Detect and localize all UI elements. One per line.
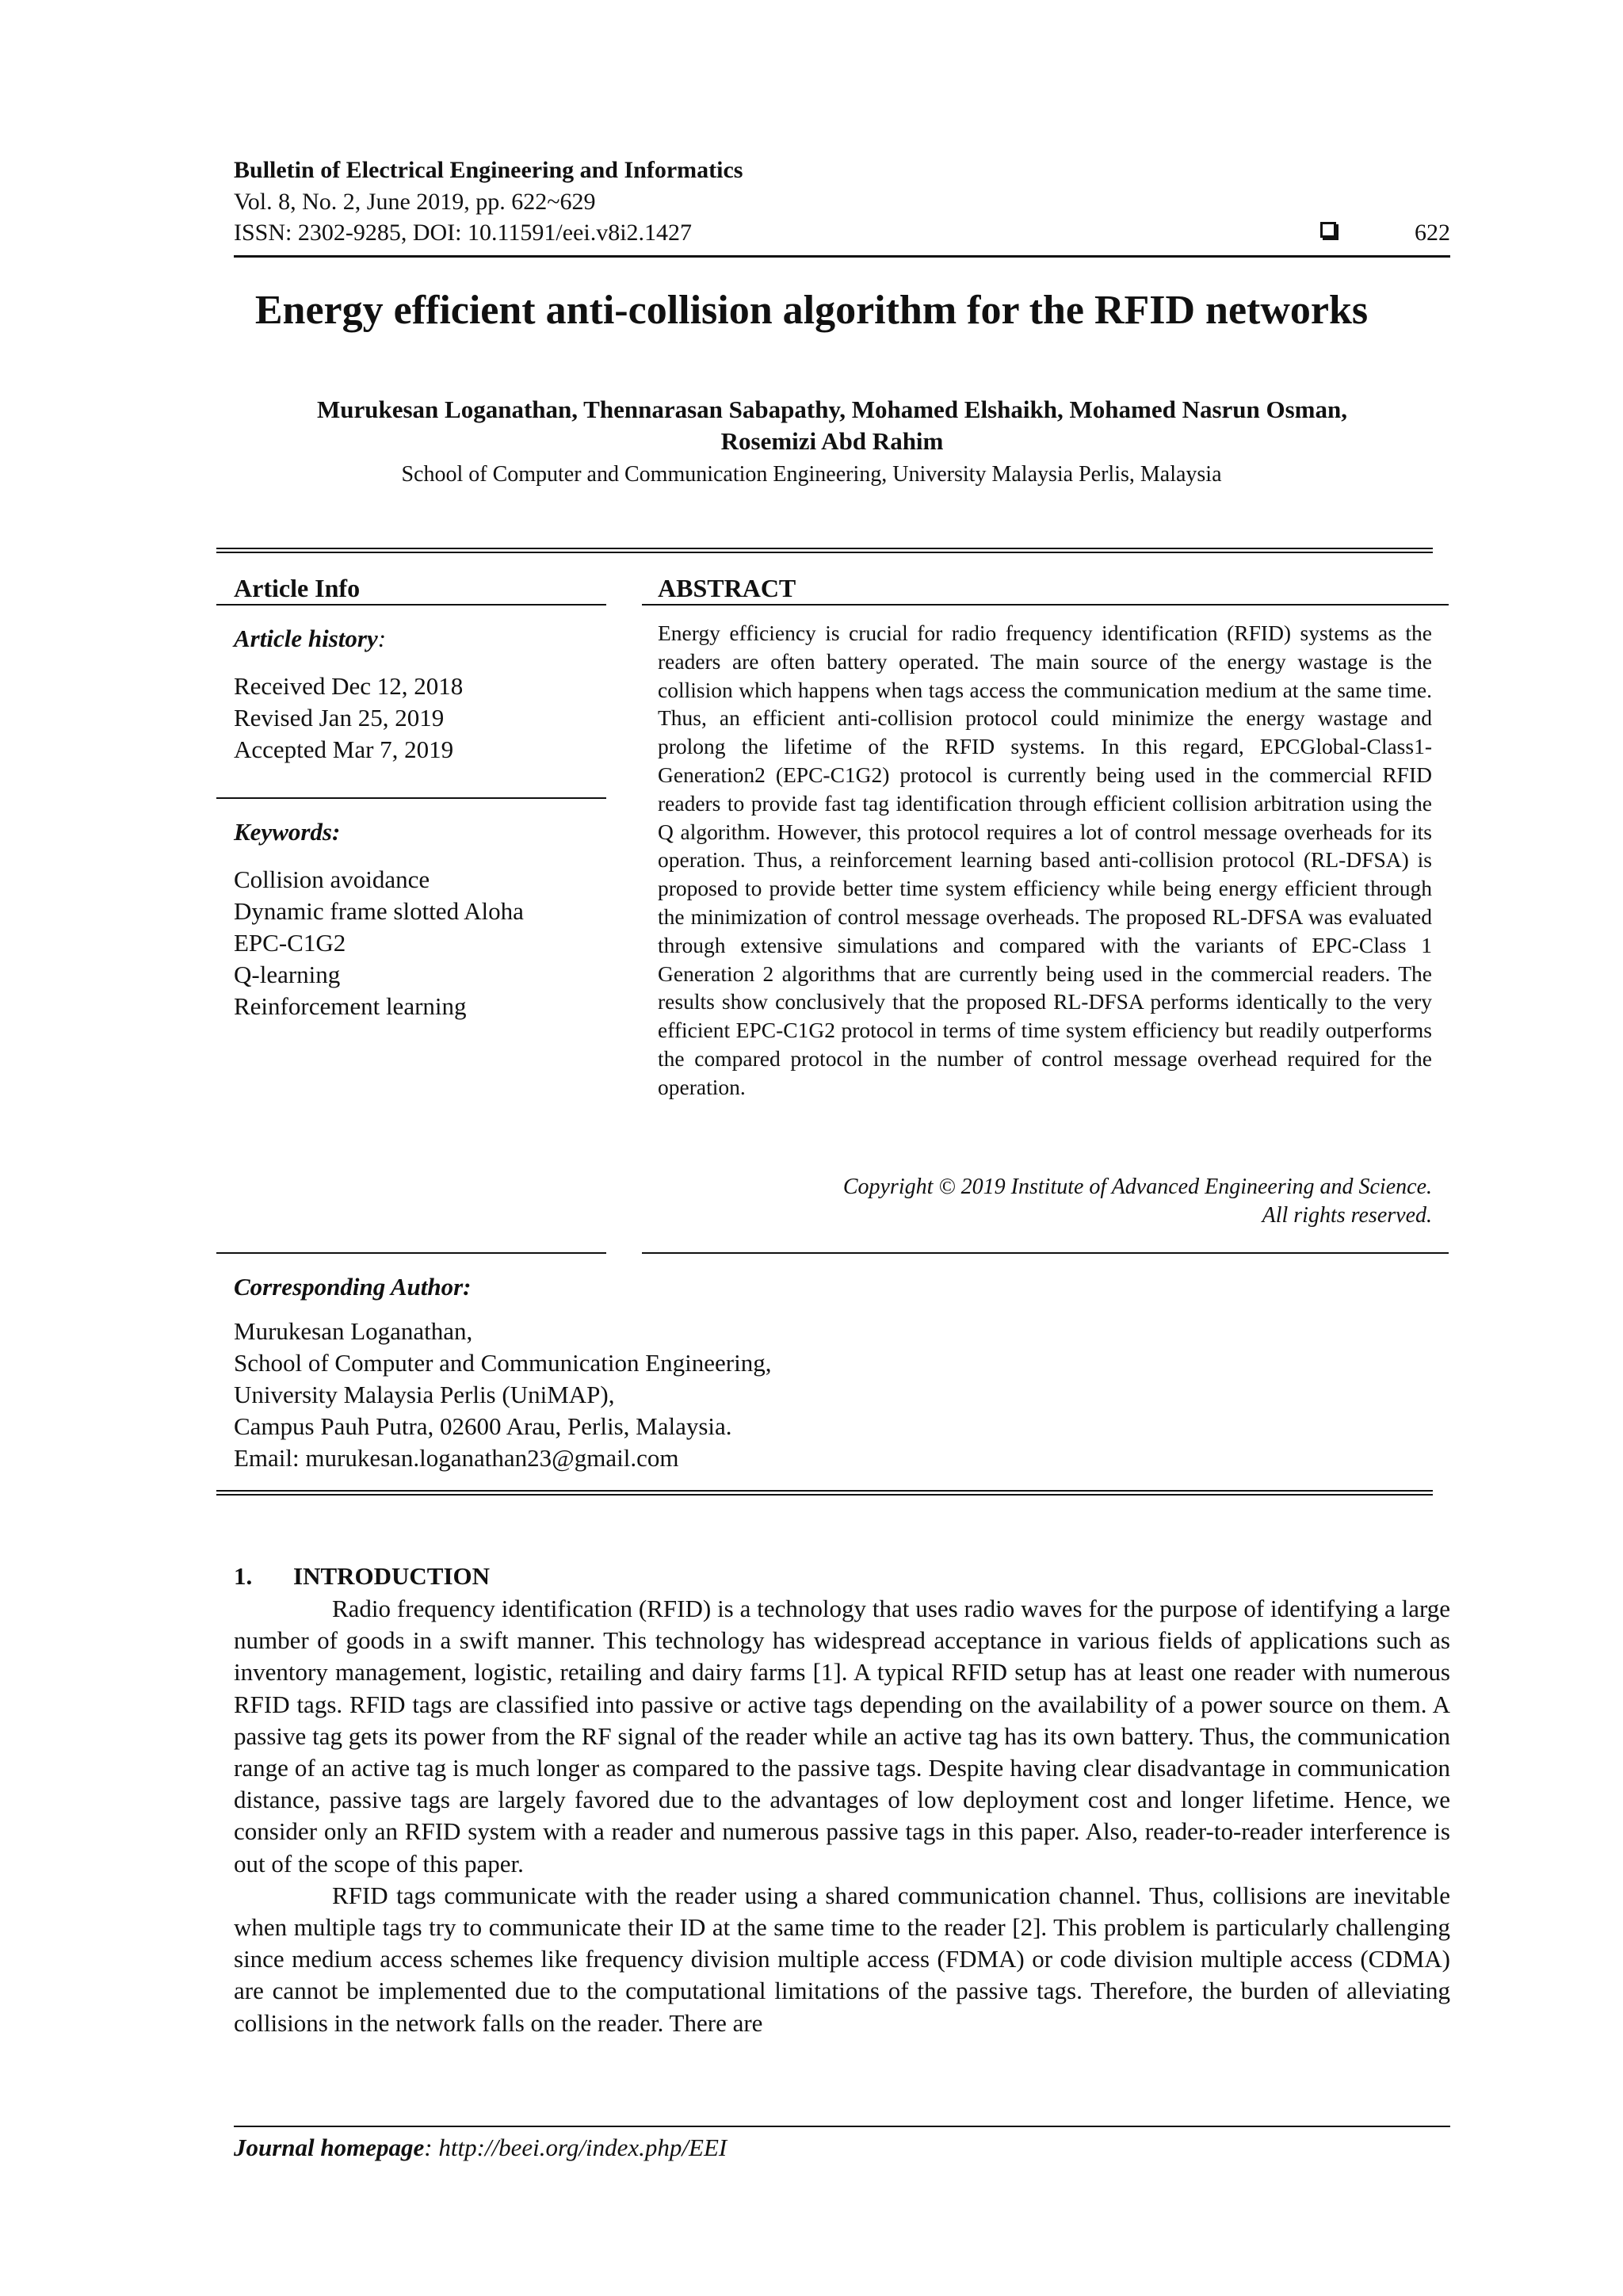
introduction-paragraph-2: RFID tags communicate with the reader using a shared communication channel. Thus, collisions are inevitable when multiple tags try to communicate their ID at the same time to the reader [2]. This problem is particularly challenging since medium access schemes like frequency division multiple access (FDMA) or code division multiple access (CDMA) are cannot be implemented due to the computational limitations of the passive tags. Therefore, the burden of alleviating collisions in the network falls on the reader. There are xyxy=(234,1881,1450,2037)
header-divider xyxy=(234,255,1450,258)
corresponding-author-name: Murukesan Loganathan, xyxy=(234,1317,473,1345)
article-history-label xyxy=(234,623,386,655)
keyword-item: Collision avoidance xyxy=(234,865,430,893)
article-info-bottom-rule xyxy=(216,1252,606,1254)
copyright-line-1: Copyright © 2019 Institute of Advanced Engineering and Science. xyxy=(842,1175,1432,1199)
keyword-item: EPC-C1G2 xyxy=(234,929,346,957)
square-box-icon xyxy=(1320,222,1336,238)
journal-homepage-label: Journal homepage xyxy=(234,2134,425,2161)
info-block-bottom-rule xyxy=(216,1490,1433,1496)
corresponding-author-department: School of Computer and Communication Engineering, xyxy=(234,1349,772,1377)
journal-homepage-footer xyxy=(234,2132,727,2164)
paper-title: Energy efficient anti-collision algorithm for the RFID networks xyxy=(254,288,1369,333)
received-date: Received Dec 12, 2018 xyxy=(234,672,464,700)
abstract-rule xyxy=(642,604,1449,606)
article-history-label-text: Article history xyxy=(234,625,378,652)
footer-divider xyxy=(234,2126,1450,2127)
article-info-rule xyxy=(216,604,606,606)
accepted-date: Accepted Mar 7, 2019 xyxy=(234,735,454,763)
article-info-heading: Article Info xyxy=(234,574,361,602)
affiliation: School of Computer and Communication Engineering, University Malaysia Perlis, Malaysia xyxy=(401,462,1222,487)
abstract-heading: ABSTRACT xyxy=(658,574,796,602)
authors-line-1: Murukesan Loganathan, Thennarasan Sabapathy, Mohamed Elshaikh, Mohamed Nasrun Osman, xyxy=(316,395,1348,423)
corresponding-author-details xyxy=(234,1316,771,1474)
author-list xyxy=(198,394,1466,457)
corresponding-author-university: University Malaysia Perlis (UniMAP), xyxy=(234,1381,615,1408)
page-number: 622 xyxy=(1415,220,1450,246)
keywords-label: Keywords: xyxy=(234,818,341,846)
corresponding-author-email: Email: murukesan.loganathan23@gmail.com xyxy=(234,1444,679,1472)
journal-volume-line: Vol. 8, No. 2, June 2019, pp. 622~629 xyxy=(234,189,596,215)
introduction-paragraph-1: Radio frequency identification (RFID) is a technology that uses radio waves for the purpose of identifying a large number of goods in a swift manner. This technology has widespread acceptance in various fields of applications such as inventory management, logistic, retailing and dairy farms [1]. A typical RFID setup has at least one reader with numerous RFID tags. RFID tags are classified into passive or active tags depending on the availability of a power source on them. A passive tag gets its power from the RF signal of the reader while an active tag has its own battery. Thus, the communication range of an active tag is much longer as compared to the passive tags. Despite having clear disadvantage in communication distance, passive tags are largely favored due to the advantages of low deployment cost and longer lifetime. Hence, we consider only an RFID system with a reader and numerous passive tags in this paper. Also, reader-to-reader interference is out of the scope of this paper. xyxy=(234,1595,1450,1878)
article-history-colon: : xyxy=(377,625,387,652)
keyword-item: Dynamic frame slotted Aloha xyxy=(234,897,524,925)
keyword-item: Reinforcement learning xyxy=(234,992,467,1020)
journal-name: Bulletin of Electrical Engineering and Informatics xyxy=(234,157,743,183)
copyright-notice xyxy=(658,1173,1432,1230)
abstract-text: Energy efficiency is crucial for radio frequency identification (RFID) systems as the readers are often battery operated. The main source of the energy wastage is the collision which happens when tags access the communication medium at the same time. Thus, an efficient anti-collision protocol could minimize the energy wastage and prolong the lifetime of the RFID systems. In this regard, EPCGlobal-Class1-Generation2 (EPC-C1G2) protocol is currently being used in the commercial RFID readers to provide fast tag identification through efficient collision arbitration using the Q algorithm. However, this protocol requires a lot of control message overheads for its operation. Thus, a reinforcement learning based anti-collision protocol (RL-DFSA) is proposed to provide better time system efficiency while being energy efficient through the minimization of control message overheads. The proposed RL-DFSA was evaluated through extensive simulations and compared with the variants of EPC-Class 1 Generation 2 algorithms that are currently being used in the commercial readers. The results show conclusively that the proposed RL-DFSA performs identically to the very efficient EPC-C1G2 protocol in terms of time system efficiency but readily outperforms the compared protocol in the number of control message overhead required for the operation. xyxy=(658,621,1432,1099)
introduction-body xyxy=(234,1593,1450,2039)
corresponding-author-label: Corresponding Author: xyxy=(234,1273,472,1301)
authors-line-2: Rosemizi Abd Rahim xyxy=(720,427,944,455)
corresponding-author-address: Campus Pauh Putra, 02600 Arau, Perlis, Malaysia. xyxy=(234,1412,732,1440)
section-heading-introduction xyxy=(234,1561,490,1592)
revised-date: Revised Jan 25, 2019 xyxy=(234,704,445,732)
journal-homepage-url: : http://beei.org/index.php/EEI xyxy=(424,2134,727,2161)
journal-issn-doi-line: ISSN: 2302-9285, DOI: 10.11591/eei.v8i2.1427 xyxy=(234,220,693,246)
copyright-line-2: All rights reserved. xyxy=(1262,1203,1432,1228)
info-block-top-rule xyxy=(216,548,1433,553)
abstract-bottom-rule xyxy=(642,1252,1449,1254)
section-title: INTRODUCTION xyxy=(293,1562,491,1590)
history-keywords-rule xyxy=(216,797,606,799)
section-number: 1. xyxy=(234,1562,253,1590)
keyword-item: Q-learning xyxy=(234,961,341,988)
